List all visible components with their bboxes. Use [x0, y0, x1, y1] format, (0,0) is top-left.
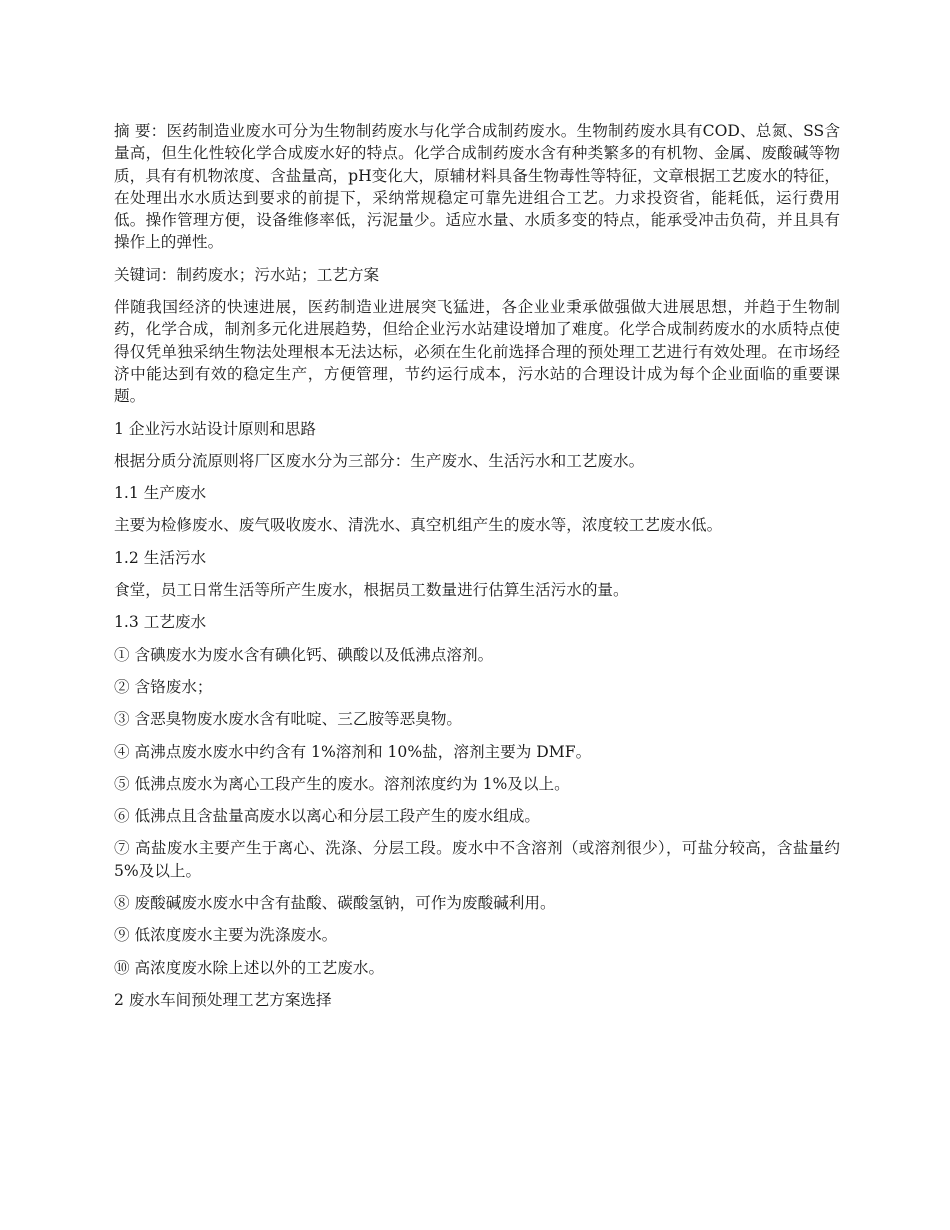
- list-item: ② 含铬废水；: [114, 677, 213, 696]
- list-item: ⑩ 高浓度废水除上述以外的工艺废水。: [114, 958, 385, 977]
- list-item: ⑨ 低浓度废水主要为洗涤废水。: [114, 926, 338, 945]
- document-body: [114, 120, 840, 1021]
- list-item: ③ 含恶臭物废水废水含有吡啶、三乙胺等恶臭物。: [114, 710, 463, 729]
- section-2-heading: 2 废水车间预处理工艺方案选择: [114, 990, 332, 1009]
- section-1-heading: 1 企业污水站设计原则和思路: [114, 419, 317, 438]
- list-item: ⑤ 低沸点废水为离心工段产生的废水。溶剂浓度约为 1%及以上。: [114, 774, 570, 793]
- list-item: ④ 高沸点废水废水中约含有 1%溶剂和 10%盐，溶剂主要为 DMF。: [114, 742, 592, 761]
- section-1-2-text: 食堂，员工日常生活等所产生废水，根据员工数量进行估算生活污水的量。: [114, 581, 629, 600]
- abstract-paragraph: 摘 要：医药制造业废水可分为生物制药废水与化学合成制药废水。生物制药废水具有COD、总氮、SS含量高，但生化性较化学合成废水好的特点。化学合成制药废水含有种类繁多的有机物、金属、废酸碱等物质，具有有机物浓度、含盐量高，pH变化大，原辅材料具备生物毒性等特征，文章根据工艺废水的特征，在处理出水水质达到要求的前提下，采纳常规稳定可靠先进组合工艺。力求投资省，能耗低，运行费用低。操作管理方便，设备维修率低，污泥量少。适应水量、水质多变的特点，能承受冲击负荷，并且具有操作上的弹性。: [114, 122, 840, 252]
- list-item: ⑥ 低沸点且含盐量高废水以离心和分层工段产生的废水组成。: [114, 807, 540, 826]
- section-1-2-heading: 1.2 生活污水: [114, 548, 207, 567]
- section-1-1-heading: 1.1 生产废水: [114, 484, 207, 503]
- list-item: ① 含碘废水为废水含有碘化钙、碘酸以及低沸点溶剂。: [114, 645, 494, 664]
- list-item: ⑧ 废酸碱废水废水中含有盐酸、碳酸氢钠，可作为废酸碱利用。: [114, 894, 556, 913]
- section-1-1-text: 主要为检修废水、废气吸收废水、清洗水、真空机组产生的废水等，浓度较工艺废水低。: [114, 516, 723, 535]
- keywords-line: 关键词：制药废水；污水站；工艺方案: [114, 265, 380, 284]
- section-1-3-heading: 1.3 工艺废水: [114, 613, 207, 632]
- intro-paragraph: 伴随我国经济的快速进展，医药制造业进展突飞猛进，各企业业秉承做强做大进展思想，并趋于生物制药，化学合成，制剂多元化进展趋势，但给企业污水站建设增加了难度。化学合成制药废水的水质特点使得仅凭单独采纳生物法处理根本无法达标，必须在生化前选择合理的预处理工艺进行有效处理。在市场经济中能达到有效的稳定生产，方便管理，节约运行成本，污水站的合理设计成为每个企业面临的重要课题。: [114, 298, 840, 406]
- list-item: ⑦ 高盐废水主要产生于离心、洗涤、分层工段。废水中不含溶剂（或溶剂很少），可盐分较高，含盐量约 5%及以上。: [114, 839, 840, 880]
- section-1-intro: 根据分质分流原则将厂区废水分为三部分：生产废水、生活污水和工艺废水。: [114, 451, 645, 470]
